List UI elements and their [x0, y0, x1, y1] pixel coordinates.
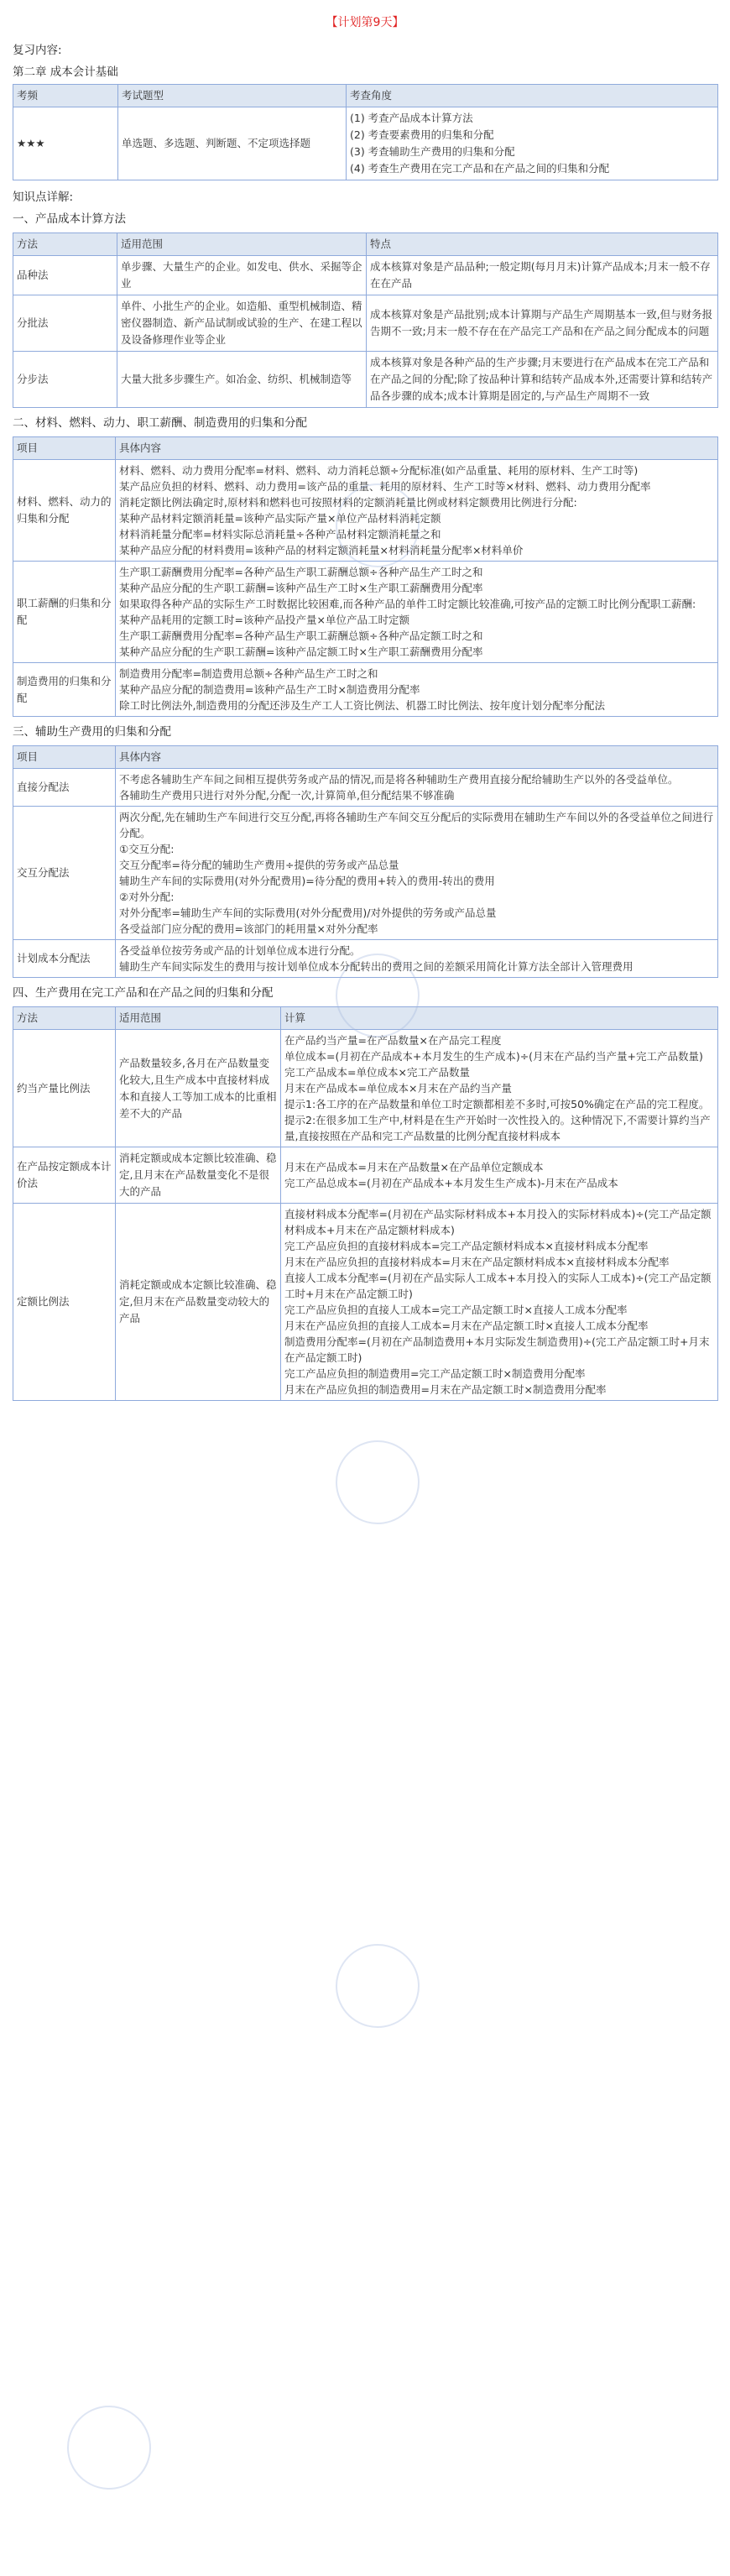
watermark-seal-icon: [321, 1929, 435, 2044]
allocation-row: [13, 460, 718, 562]
item-cell: 计划成本分配法: [13, 940, 116, 978]
header-cell: 适用范围: [116, 1007, 281, 1030]
calc-line: 完工产品应负担的直接人工成本=完工产品定额工时×直接人工成本分配率: [284, 1304, 628, 1316]
auxiliary-row: [13, 807, 718, 940]
calc-line: 月末在产品应负担的直接材料成本=月末在产品定额材料成本×直接材料成本分配率: [284, 1256, 670, 1268]
content-cell: [116, 663, 718, 717]
content-line: 辅助生产车间实际发生的费用与按计划单位成本分配转出的费用之间的差额采用简化计算方法全部计入管理费用: [119, 960, 634, 973]
auxiliary-row: [13, 940, 718, 978]
content-line: 生产职工薪酬费用分配率=各种产品生产职工薪酬总额÷各种产品生产工时之和: [119, 566, 483, 578]
header-cell: 考查角度: [347, 85, 718, 107]
method-cell: 分步法: [13, 352, 117, 408]
header-cell: 方法: [13, 233, 117, 256]
scope-cell: 产品数量较多,各月在产品数量变化较大,且生产成本中直接材料成本和直接人工等加工成本的比重相差不大的产品: [116, 1030, 281, 1147]
plan-title: 【计划第9天】: [326, 16, 404, 29]
content-line: 某种产品耗用的定额工时=该种产品投产量×单位产品工时定额: [119, 614, 409, 626]
calc-line: 月末在产品成本=月末在产品数量×在产品单位定额成本: [284, 1161, 544, 1173]
calc-line: 单位成本=(月初在产品成本+本月发生的生产成本)÷(月末在产品约当产量+完工产品数量): [284, 1050, 703, 1063]
content-line: 各受益部门应分配的费用=该部门的耗用量×对外分配率: [119, 922, 378, 935]
wip-row: [13, 1030, 718, 1147]
content-line: 某种产品材料定额消耗量=该种产品实际产量×单位产品材料消耗定额: [119, 512, 441, 525]
section-title: 二、材料、燃料、动力、职工薪酬、制造费用的归集和分配: [13, 416, 307, 430]
item-cell: 制造费用的归集和分配: [13, 663, 116, 717]
content-line: 交互分配率=待分配的辅助生产费用÷提供的劳务或产品总量: [119, 859, 399, 871]
feature-cell: 成本核算对象是各种产品的生产步骤;月末要进行在产品成本在完工产品和在产品之间的分配;除了按品种计算和结转产品成本外,还需要计算和结转产品各步骤的成本;成本计算期是固定的,与产品生产周期不一致: [367, 352, 718, 408]
watermark-seal-icon: [321, 1425, 435, 1540]
calc-cell: [281, 1204, 718, 1401]
allocation-table-header: [13, 437, 718, 460]
content-cell: [116, 460, 718, 562]
content-line: 对外分配率=辅助生产车间的实际费用(对外分配费用)/对外提供的劳务或产品总量: [119, 907, 497, 919]
content-line: 消耗定额比例法确定时,原材料和燃料也可按照材料的定额消耗量比例或材料定额费用比例进行分配:: [119, 496, 577, 509]
angle-line: (1) 考查产品成本计算方法: [350, 112, 473, 124]
content-line: 某种产品应分配的材料费用=该种产品的材料定额消耗量×材料消耗量分配率×材料单价: [119, 544, 524, 556]
scope-cell: 消耗定额或成本定额比较准确、稳定,且月末在产品数量变化不是很大的产品: [116, 1147, 281, 1204]
item-cell: 直接分配法: [13, 769, 116, 807]
header-cell: 具体内容: [116, 746, 718, 769]
header-cell: 项目: [13, 437, 116, 460]
question-types-cell: 单选题、多选题、判断题、不定项选择题: [118, 107, 347, 180]
content-cell: [116, 562, 718, 663]
scope-cell: 单步骤、大量生产的企业。如发电、供水、采掘等企业: [117, 256, 367, 295]
auxiliary-table-header: [13, 746, 718, 769]
method-row: [13, 295, 718, 352]
header-cell: 方法: [13, 1007, 116, 1030]
method-cell: 定额比例法: [13, 1204, 116, 1401]
calc-line: 制造费用分配率=(月初在产品制造费用+本月实际发生制造费用)÷(完工产品定额工时+月末在产品定额工时): [284, 1335, 710, 1364]
content-line: 制造费用分配率=制造费用总额÷各种产品生产工时之和: [119, 667, 378, 680]
calc-cell: [281, 1030, 718, 1147]
scope-cell: 消耗定额或成本定额比较准确、稳定,但月末在产品数量变动较大的产品: [116, 1204, 281, 1401]
content-line: ②对外分配:: [119, 891, 175, 903]
content-line: 除工时比例法外,制造费用的分配还涉及生产工人工资比例法、机器工时比例法、按年度计划分配率分配法: [119, 699, 605, 712]
wip-table: [13, 1006, 718, 1401]
method-cell: 品种法: [13, 256, 117, 295]
knowledge-label: 知识点详解:: [13, 191, 74, 204]
chapter-title: 第二章 成本会计基础: [13, 65, 118, 79]
method-row: [13, 256, 718, 295]
method-cell: 分批法: [13, 295, 117, 352]
allocation-row: [13, 663, 718, 717]
auxiliary-row: [13, 769, 718, 807]
calc-line: 提示1:各工序的在产品数量和单位工时定额都相差不多时,可按50%确定在产品的完工程度。: [284, 1098, 710, 1110]
content-line: 不考虑各辅助生产车间之间相互提供劳务或产品的情况,而是将各种辅助生产费用直接分配给辅助生产以外的各受益单位。: [119, 773, 679, 786]
exam-table-row: [13, 107, 718, 180]
content-line: 如果取得各种产品的实际生产工时数据比较困难,而各种产品的单件工时定额比较准确,可按产品的定额工时比例分配职工薪酬:: [119, 598, 696, 610]
feature-cell: 成本核算对象是产品批别;成本计算期与产品生产周期基本一致,但与财务报告期不一致;月末一般不存在在产品完工产品和在产品之间分配成本的问题: [367, 295, 718, 352]
section-title: 一、产品成本计算方法: [13, 212, 126, 226]
content-line: 某种产品应分配的生产职工薪酬=该种产品生产工时×生产职工薪酬费用分配率: [119, 582, 483, 594]
header-cell: 考频: [13, 85, 118, 107]
header-cell: 项目: [13, 746, 116, 769]
method-table-header: [13, 233, 718, 256]
content-line: 某产品应负担的材料、燃料、动力费用=该产品的重量、耗用的原材料、生产工时等×材料、燃料、动力费用分配率: [119, 480, 651, 493]
section-title: 三、辅助生产费用的归集和分配: [13, 725, 171, 739]
item-cell: 职工薪酬的归集和分配: [13, 562, 116, 663]
calc-line: 月末在产品应负担的制造费用=月末在产品定额工时×制造费用分配率: [284, 1383, 607, 1396]
calc-line: 提示2:在很多加工生产中,材料是在生产开始时一次性投入的。这种情况下,不需要计算约当产量,直接按照在产品和完工产品数量的比例分配直接材料成本: [284, 1114, 711, 1142]
calc-line: 完工产品总成本=(月初在产品成本+本月发生生产成本)-月末在产品成本: [284, 1177, 618, 1189]
content-line: 某种产品应分配的制造费用=该种产品生产工时×制造费用分配率: [119, 683, 420, 696]
angle-line: (3) 考查辅助生产费用的归集和分配: [350, 145, 515, 158]
content-line: 各受益单位按劳务或产品的计划单位成本进行分配。: [119, 944, 361, 957]
auxiliary-table: [13, 745, 718, 978]
calc-line: 月末在产品应负担的直接人工成本=月末在产品定额工时×直接人工成本分配率: [284, 1319, 649, 1332]
angle-line: (2) 考查要素费用的归集和分配: [350, 128, 494, 141]
scope-cell: 单件、小批生产的企业。如造船、重型机械制造、精密仪器制造、新产品试制或试验的生产、在建工程以及设备修理作业等企业: [117, 295, 367, 352]
content-line: 生产职工薪酬费用分配率=各种产品生产职工薪酬总额÷各种产品定额工时之和: [119, 630, 483, 642]
content-line: 各辅助生产费用只进行对外分配,分配一次,计算简单,但分配结果不够准确: [119, 789, 455, 802]
allocation-row: [13, 562, 718, 663]
content-line: 材料消耗量分配率=材料实际总消耗量÷各种产品材料定额消耗量之和: [119, 528, 441, 541]
document-page: [0, 13, 730, 2576]
header-cell: 适用范围: [117, 233, 367, 256]
calc-line: 在产品约当产量=在产品数量×在产品完工程度: [284, 1034, 502, 1047]
method-table: [13, 233, 718, 408]
wip-table-header: [13, 1007, 718, 1030]
item-cell: 交互分配法: [13, 807, 116, 940]
calc-line: 直接材料成本分配率=(月初在产品实际材料成本+本月投入的实际材料成本)÷(完工产品定额材料成本+月末在产品定额材料成本): [284, 1208, 712, 1236]
header-cell: 具体内容: [116, 437, 718, 460]
angles-cell: [347, 107, 718, 180]
exam-table: [13, 84, 718, 180]
calc-line: 完工产品应负担的制造费用=完工产品定额工时×制造费用分配率: [284, 1367, 586, 1380]
allocation-table: [13, 436, 718, 717]
method-row: [13, 352, 718, 408]
calc-cell: [281, 1147, 718, 1204]
content-line: 某种产品应分配的生产职工薪酬=该种产品定额工时×生产职工薪酬费用分配率: [119, 645, 483, 658]
method-cell: 在产品按定额成本计价法: [13, 1147, 116, 1204]
content-line: 材料、燃料、动力费用分配率=材料、燃料、动力消耗总额÷分配标准(如产品重量、耗用的原材料、生产工时等): [119, 464, 639, 477]
content-line: 辅助生产车间的实际费用(对外分配费用)=待分配的费用+转入的费用-转出的费用: [119, 875, 495, 887]
wip-row: [13, 1147, 718, 1204]
watermark-seal-icon: [52, 2391, 167, 2505]
content-cell: [116, 807, 718, 940]
content-cell: [116, 940, 718, 978]
wip-row: [13, 1204, 718, 1401]
content-line: 两次分配,先在辅助生产车间进行交互分配,再将各辅助生产车间交互分配后的实际费用在辅助生产车间以外的各受益单位之间进行分配。: [119, 811, 713, 839]
method-cell: 约当产量比例法: [13, 1030, 116, 1147]
calc-line: 月末在产品成本=单位成本×月末在产品约当产量: [284, 1082, 512, 1095]
feature-cell: 成本核算对象是产品品种;一般定期(每月月末)计算产品成本;月末一般不存在在产品: [367, 256, 718, 295]
header-cell: 考试题型: [118, 85, 347, 107]
exam-table-header: [13, 85, 718, 107]
item-cell: 材料、燃料、动力的归集和分配: [13, 460, 116, 562]
calc-line: 完工产品成本=单位成本×完工产品数量: [284, 1066, 470, 1079]
section-title: 四、生产费用在完工产品和在产品之间的归集和分配: [13, 986, 274, 1000]
review-label: 复习内容:: [13, 44, 62, 57]
scope-cell: 大量大批多步骤生产。如冶金、纺织、机械制造等: [117, 352, 367, 408]
content-cell: [116, 769, 718, 807]
angle-line: (4) 考查生产费用在完工产品和在产品之间的归集和分配: [350, 162, 610, 175]
content-line: ①交互分配:: [119, 843, 175, 855]
calc-line: 直接人工成本分配率=(月初在产品实际人工成本+本月投入的实际人工成本)÷(完工产品定额工时+月末在产品定额工时): [284, 1272, 712, 1300]
header-cell: 计算: [281, 1007, 718, 1030]
calc-line: 完工产品应负担的直接材料成本=完工产品定额材料成本×直接材料成本分配率: [284, 1240, 649, 1252]
frequency-cell: ★★★: [13, 107, 118, 180]
header-cell: 特点: [367, 233, 718, 256]
